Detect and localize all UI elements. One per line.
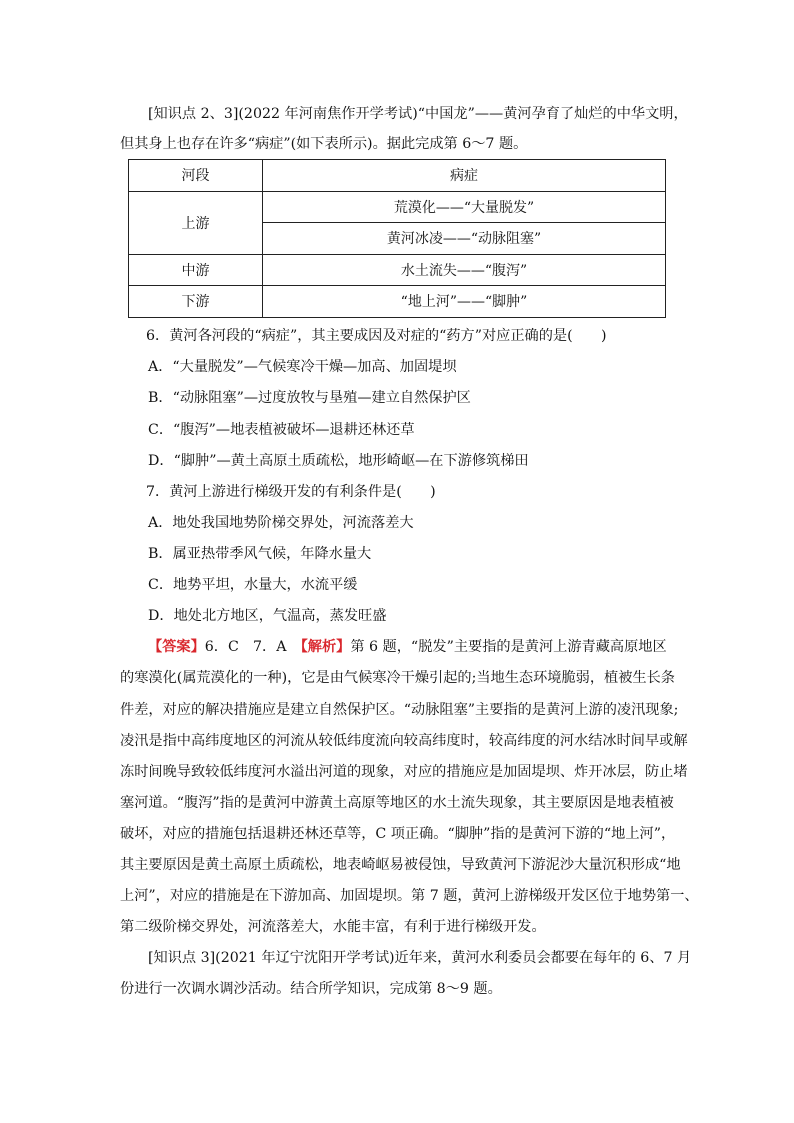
next-intro-line-2: 份进行一次调水调沙活动。结合所学知识，完成第 8～9 题。 — [120, 981, 502, 997]
analysis-line: 其主要原因是黄土高原土质疏松，地表崎岖易被侵蚀，导致黄河下游泥沙大量沉积形成“地 — [120, 857, 681, 873]
analysis-line: 的寒漠化(属荒漠化的一种)，它是由气候寒冷干燥引起的;当地生态环境脆弱，植被生长条 — [120, 670, 675, 686]
symptom-cell: “地上河”——“脚肿” — [263, 286, 666, 318]
question-7-option-c: C．地势平坦，水量大，水流平缓 — [148, 577, 358, 593]
answer-line-1 — [148, 637, 708, 657]
analysis-line: 第二级阶梯交界处，河流落差大，水能丰富，有利于进行梯级开发。 — [120, 919, 546, 935]
answer-choices: 6．C 7．A — [204, 639, 301, 655]
table-row — [129, 191, 666, 223]
question-6-option-b: B．“动脉阻塞”—过度放牧与垦殖—建立自然保护区 — [148, 390, 471, 406]
analysis-line: 冻时间晚导致较低纬度河水溢出河道的现象，对应的措施应是加固堤坝、炸开冰层，防止堵 — [120, 764, 688, 780]
answer-tag: 【答案】 — [148, 639, 205, 655]
symptom-cell: 黄河冰凌——“动脉阻塞” — [263, 223, 666, 255]
table-header-row — [129, 160, 666, 192]
symptom-cell: 荒漠化——“大量脱发” — [263, 191, 666, 223]
analysis-tag: 【解析】 — [300, 639, 351, 655]
question-6-stem: 6．黄河各河段的“病症”，其主要成因及对症的“药方”对应正确的是( ) — [146, 328, 607, 344]
segment-cell: 中游 — [129, 254, 263, 286]
analysis-line: 上河”，对应的措施是在下游加高、加固堤坝。第 7 题，黄河上游梯级开发区位于地势第一、 — [120, 888, 699, 904]
header-symptom: 病症 — [263, 160, 666, 192]
table-row — [129, 286, 666, 318]
analysis-line: 凌汛是指中高纬度地区的河流从较低纬度流向较高纬度时，较高纬度的河水结冰时间早或解 — [120, 733, 688, 749]
table-row — [129, 254, 666, 286]
intro-line-1: [知识点 2、3](2022 年河南焦作开学考试)“中国龙”——黄河孕育了灿烂的中华文明， — [148, 106, 688, 122]
question-6-option-d: D．“脚肿”—黄土高原土质疏松，地形崎岖—在下游修筑梯田 — [148, 453, 529, 469]
question-7-stem: 7．黄河上游进行梯级开发的有利条件是( ) — [146, 484, 436, 500]
analysis-start: 第 6 题，“脱发”主要指的是黄河上游青藏高原地区 — [350, 639, 667, 655]
segment-cell: 下游 — [129, 286, 263, 318]
intro-line-2: 但其身上也存在许多“病症”(如下表所示)。据此完成第 6～7 题。 — [120, 136, 528, 152]
question-7-option-a: A．地处我国地势阶梯交界处，河流落差大 — [148, 515, 414, 531]
symptom-cell: 水土流失——“腹泻” — [263, 254, 666, 286]
analysis-line: 件差，对应的解决措施应是建立自然保护区。“动脉阻塞”主要指的是黄河上游的凌汛现象; — [120, 702, 679, 718]
disease-table — [128, 159, 666, 318]
analysis-line: 塞河道。“腹泻”指的是黄河中游黄土高原等地区的水土流失现象，其主要原因是地表植被 — [120, 795, 674, 811]
analysis-line: 破坏，对应的措施包括退耕还林还草等，C 项正确。“脚肿”指的是黄河下游的“地上河”， — [120, 826, 676, 842]
header-segment: 河段 — [129, 160, 263, 192]
question-6-option-c: C．“腹泻”—地表植被破坏—退耕还林还草 — [148, 422, 415, 438]
question-7-option-d: D．地处北方地区，气温高，蒸发旺盛 — [148, 608, 387, 624]
question-6-option-a: A．“大量脱发”—气候寒冷干燥—加高、加固堤坝 — [148, 359, 457, 375]
next-intro-line-1: [知识点 3](2021 年辽宁沈阳开学考试)近年来，黄河水利委员会都要在每年的 6、7 月 — [148, 950, 692, 966]
question-7-option-b: B．属亚热带季风气候，年降水量大 — [148, 546, 372, 562]
segment-cell: 上游 — [129, 191, 263, 254]
